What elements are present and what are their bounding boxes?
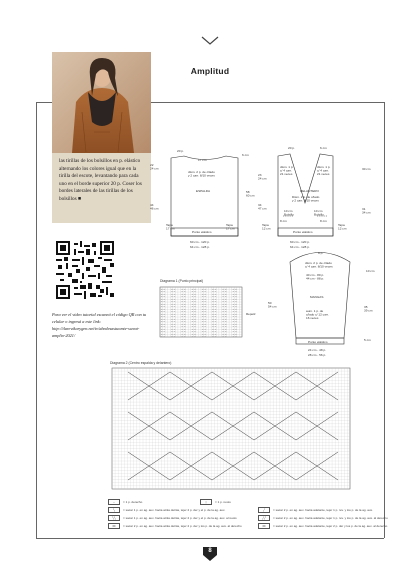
diagram2-title: Diagrama 2 (Centro espalda y delantero) [110, 361, 172, 365]
manga-widths: 40 cm - 80 p. 44 cm - 88 p. [306, 273, 325, 281]
espalda-left-bottom: 44 46 cm [150, 203, 159, 211]
delantero-neck-top: 20 p. [288, 146, 295, 150]
manga-inc-detail: aum. 1 p. de c/lado c/ 12 carr. 16 veces [306, 309, 329, 321]
manga-top: 9 p. [318, 251, 324, 255]
legend-row [108, 499, 408, 507]
espalda-bottom1: 60 cm - 120 p. [190, 240, 210, 244]
delantero-left-dim: dism. 1 p. c/ 4 carr. 21 veces [280, 165, 294, 177]
legend-item: ╲ = sacar 1 p. en ag. aux. hacia atrás detrás, tejer 2 p. der y el p. de la ag. aux. [108, 507, 248, 513]
delantero-pocket-h-right: 8 cm [320, 219, 327, 223]
diagram1-title: Diagrama 1 (Punto principal) [160, 279, 204, 283]
manga-right-top: 10 cm [366, 269, 375, 273]
delantero-ribbing: Punto elástico [293, 230, 313, 234]
delantero-left-top: 23 24 cm [258, 173, 267, 181]
qr-caption: Para ver el video tutorial escaneá el código QR con tu celular o ingresá a este link: http://tlarevikarygen.net/tv/abedesastuomte-sweat-amplio-2021/ [52, 312, 147, 338]
legend-row [108, 507, 408, 515]
espalda-shoulder-right: 6 cm [242, 153, 249, 157]
espalda-right-mid: 58 60 cm [246, 190, 255, 198]
espalda-label: ESPALDA [196, 189, 211, 193]
espalda-tapa-right: Tapa 17 cm [226, 223, 235, 231]
espalda-neck-top: 20 p. [177, 149, 184, 153]
legend-item: ╱ = sacar 2 p. en ag. aux. hacia adelante, tejer 1 p. rev. y los p. de la ag. aux. [258, 507, 408, 513]
legend-item: – = 1 p. derecho [108, 499, 142, 505]
diagram2-gridlines [112, 368, 350, 489]
diagram2-grid [112, 368, 350, 489]
delantero-bolsillo-right: 10 cm Bolsillo [314, 209, 324, 217]
espalda-left-top: 22 24 cm [150, 163, 159, 171]
manga-cuff-h: 5 cm [364, 338, 371, 342]
delantero-tapa-left: Tapa 12 cm [262, 223, 271, 231]
delantero-pocket-h-left: 8 cm [280, 219, 287, 223]
delantero-bottom1: 60 cm - 120 p. [290, 240, 310, 244]
legend-item: ⋈ = sacar 2 p. en ag. aux. hacia atrás detrás, tejer 2 p. der y los p. de la ag. aux. al derecho [108, 523, 248, 529]
page-number-badge [202, 546, 218, 562]
delantero-neck-depth: 30 cm [362, 167, 371, 171]
diagram1-repeat-label: Repetir [246, 312, 256, 316]
stitch-legend [108, 499, 408, 531]
delantero-right-dim: dism. 1 p. c/ 4 carr. 21 veces [317, 165, 331, 177]
manga-bottom1: 24 cm - 48 p. [308, 348, 327, 352]
manga-right-h: 35 39 cm [364, 305, 373, 313]
legend-item: ⋈ = sacar 2 p. en ag. aux. hacia adelante, tejer 2 p. der y los p. de la ag. aux. al derecho [258, 523, 408, 529]
page-title: Amplitud [190, 66, 230, 76]
espalda-neck-detail: dism. 2 p. de c/lado y 2 carr. 8/10 veces [188, 170, 215, 178]
legend-item: ╱╱ = sacar 2 p. en ag. aux. hacia adelante, tejer 1 p. rev. y los p. de la ag. aux. al derecho [258, 515, 408, 521]
legend-row [108, 523, 408, 531]
delantero-bottom2: 64 cm - 128 p. [290, 245, 310, 249]
delantero-left-mid: 34 47 cm [258, 203, 267, 211]
espalda-bottom2: 64 cm - 128 p. [190, 245, 210, 249]
diagram2-cables [128, 372, 338, 480]
manga-top-detail: dism. 2 p. de c/lado c/ 4 carr. 8/10 veces [305, 261, 333, 269]
schematic-labels [150, 146, 375, 357]
espalda-neck-width: 17 cm [198, 158, 207, 162]
espalda-ribbing: Punto elástico [192, 230, 212, 234]
legend-item: ╲╲ = sacar 1 p. en ag. aux. hacia atrás detrás, tejer 2 p. der y el p. de la ag. aux. al revés [108, 515, 248, 521]
manga-left-h: 50 54 cm [268, 301, 277, 309]
legend-item: | = 1 p. revés [200, 499, 231, 505]
delantero-tapa-right: Tapa 12 cm [338, 223, 347, 231]
page-number: 8 [208, 548, 212, 554]
diagram1-gridlines [160, 287, 242, 337]
manga-ribbing: Punto elástico [308, 340, 328, 344]
instructions-text: las tirillas de los bolsillos en p. elástico alternando los colores igual que en la tirilla del escote, levantando para cada uno en el borde superior 20 p. Coser los bordes laterales de las tirillas de los bolsillos ■ [59, 158, 142, 202]
delantero-neck-right: 6 cm [320, 146, 327, 150]
delantero-right-mid: 31 34 cm [362, 207, 371, 215]
legend-row [108, 515, 408, 523]
manga-bottom2: 28 cm - 56 p. [308, 353, 327, 357]
manga-label: MANGAS [310, 295, 324, 299]
espalda-tapa-left: Tapa 17 cm [166, 223, 175, 231]
delantero-center-dim: Dism. 2 p. de c/lado y 2 carr. 8/10 veces [292, 195, 320, 203]
delantero-bolsillo-left: 10 cm Bolsillo [284, 209, 294, 217]
delantero-label: DELANTERO [300, 189, 319, 193]
